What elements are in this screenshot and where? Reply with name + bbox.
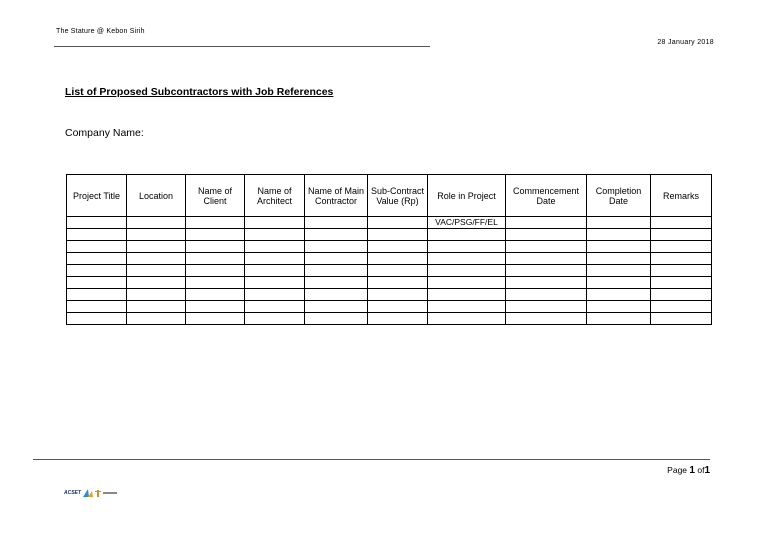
table-cell [245,253,305,265]
table-cell [428,229,506,241]
table-cell [305,217,368,229]
table-cell [127,241,186,253]
table-cell [67,277,127,289]
table-cell [245,229,305,241]
table-cell [506,241,587,253]
col-completion-date: Completion Date [587,175,651,217]
logo-tower-icon [95,490,101,497]
table-cell [428,241,506,253]
table-cell [368,301,428,313]
table-row [67,301,712,313]
table-cell [186,265,245,277]
table-cell [368,229,428,241]
col-project-title: Project Title [67,175,127,217]
table-cell [506,313,587,325]
table-cell [245,241,305,253]
table-cell [67,301,127,313]
table-cell [428,265,506,277]
table-cell [506,253,587,265]
table-cell [305,289,368,301]
table-cell [305,229,368,241]
table-cell [186,313,245,325]
table-cell: VAC/PSG/FF/EL [428,217,506,229]
table-cell [506,217,587,229]
table-cell [127,301,186,313]
header-project-name: The Stature @ Kebon Sirih [56,28,145,35]
table-cell [67,265,127,277]
table-body [67,217,712,325]
table-cell [651,313,712,325]
table-cell [651,241,712,253]
table-cell [428,277,506,289]
col-remarks: Remarks [651,175,712,217]
table-cell [587,313,651,325]
table-row [67,217,712,229]
table-cell [127,277,186,289]
table-cell [506,229,587,241]
table-cell [506,289,587,301]
table-cell [587,241,651,253]
table-cell [186,289,245,301]
table-cell [305,301,368,313]
table-cell [245,217,305,229]
table-cell [368,313,428,325]
table-cell [127,265,186,277]
table-row [67,313,712,325]
document-title: List of Proposed Subcontractors with Job References [65,86,334,98]
table-row [67,229,712,241]
table-cell [245,265,305,277]
table-cell [506,301,587,313]
table-cell [587,253,651,265]
table-row [67,277,712,289]
table-cell [127,313,186,325]
company-name-label: Company Name: [65,127,144,139]
logo-tagline-icon [103,491,117,495]
table-cell [506,277,587,289]
table-cell [305,277,368,289]
table-cell [506,265,587,277]
header-date: 28 January 2018 [657,39,714,46]
col-role: Role in Project [428,175,506,217]
table-cell [127,289,186,301]
page-label: Page [667,465,688,475]
company-logo [64,483,119,503]
table-row [67,253,712,265]
table-cell [186,301,245,313]
table-cell [305,241,368,253]
table-cell [587,289,651,301]
table-cell [428,301,506,313]
page-number [630,465,710,476]
table-cell [651,265,712,277]
table-cell [651,301,712,313]
table-cell [67,313,127,325]
col-architect: Name of Architect [245,175,305,217]
table-cell [368,265,428,277]
table-cell [186,277,245,289]
table-cell [368,253,428,265]
table-cell [305,265,368,277]
table-header-row [67,175,712,217]
table-cell [67,289,127,301]
table-cell [127,217,186,229]
col-subcontract-value: Sub-Contract Value (Rp) [368,175,428,217]
table-cell [186,253,245,265]
table-cell [186,241,245,253]
page-total: 1 [704,465,710,476]
logo-emblem-icon [83,489,93,497]
footer-rule [33,459,710,460]
col-commencement-date: Commencement Date [506,175,587,217]
table-cell [245,277,305,289]
table-cell [651,217,712,229]
logo-wordmark: ACSET [64,490,81,496]
table-cell [428,289,506,301]
table-row [67,241,712,253]
table-cell [305,253,368,265]
table-cell [587,277,651,289]
table-cell [651,253,712,265]
col-client: Name of Client [186,175,245,217]
table-cell [245,289,305,301]
table-cell [67,253,127,265]
page-of-label: of [697,465,705,475]
table-cell [67,217,127,229]
table-cell [368,277,428,289]
table-cell [245,313,305,325]
table-cell [368,289,428,301]
subcontractors-table [66,174,712,325]
header-rule [54,46,430,47]
table-cell [67,241,127,253]
table-cell [186,217,245,229]
table-cell [428,313,506,325]
table-cell [651,229,712,241]
table-cell [587,217,651,229]
table-cell [587,265,651,277]
table-cell [428,253,506,265]
table-cell [587,301,651,313]
table-cell [127,253,186,265]
table-cell [368,217,428,229]
table-cell [127,229,186,241]
table-cell [651,289,712,301]
table-row [67,265,712,277]
table-cell [305,313,368,325]
table-cell [67,229,127,241]
col-main-contractor: Name of Main Contractor [305,175,368,217]
table-cell [587,229,651,241]
table-cell [368,241,428,253]
col-location: Location [127,175,186,217]
page-current: 1 [689,465,695,476]
table-cell [651,277,712,289]
table-cell [245,301,305,313]
table-cell [186,229,245,241]
table-row [67,289,712,301]
